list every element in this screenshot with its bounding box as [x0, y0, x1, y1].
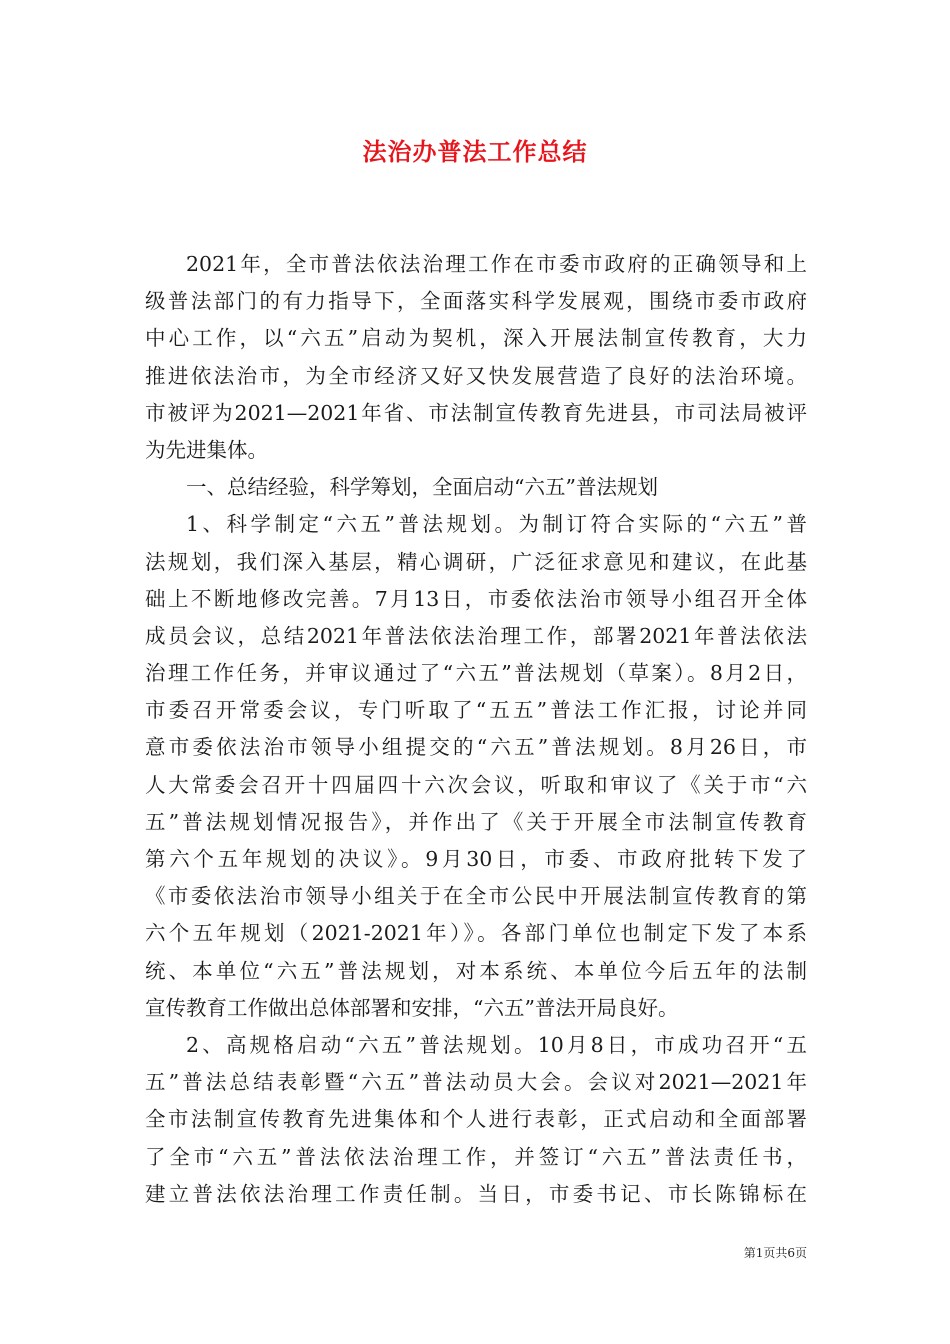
text-line: 推进依法治市，为全市经济又好又快发展营造了良好的法治环境。 — [145, 363, 807, 388]
text-line: 宣传教育工作做出总体部署和安排，“六五”普法开局良好。 — [145, 995, 679, 1020]
text-line: 统、本单位“六五”普法规划，对本系统、本单位今后五年的法制 — [145, 958, 807, 983]
text-line: 六个五年规划（2021-2021年）》。各部门单位也制定下发了本系 — [145, 921, 807, 946]
text-line: 人大常委会召开十四届四十六次会议，听取和审议了《关于市“六 — [145, 772, 807, 797]
page-number: 第1页共6页 — [743, 1246, 807, 1260]
text-line: 了全市“六五”普法依法治理工作，并签订“六五”普法责任书， — [145, 1144, 807, 1169]
text-line: 市委召开常委会议，专门听取了“五五”普法工作汇报，讨论并同 — [145, 698, 807, 723]
text-line: 五”普法规划情况报告》，并作出了《关于开展全市法制宣传教育 — [145, 809, 807, 834]
text-line: 市被评为2021—2021年省、市法制宣传教育先进县，市司法局被评 — [145, 400, 807, 425]
text-line: 意市委依法治市领导小组提交的“六五”普法规划。8月26日，市 — [145, 735, 807, 760]
text-line: 法规划，我们深入基层，精心调研，广泛征求意见和建议，在此基 — [145, 549, 807, 574]
text-line: 治理工作任务，并审议通过了“六五”普法规划（草案）。8月2日， — [145, 661, 807, 686]
text-line: 全市法制宣传教育先进集体和个人进行表彰，正式启动和全面部署 — [145, 1107, 807, 1132]
text-line: 础上不断地修改完善。7月13日，市委依法治市领导小组召开全体 — [145, 586, 807, 611]
text-line: 级普法部门的有力指导下，全面落实科学发展观，围绕市委市政府 — [145, 289, 807, 314]
text-line: 2021年，全市普法依法治理工作在市委市政府的正确领导和上 — [186, 252, 807, 276]
document-body — [145, 246, 807, 1213]
text-line: 第六个五年规划的决议》。9月30日，市委、市政府批转下发了 — [145, 847, 807, 871]
text-line: 一、总结经验，科学筹划，全面启动“六五”普法规划 — [186, 475, 658, 500]
text-line: 五”普法总结表彰暨“六五”普法动员大会。会议对2021—2021年 — [145, 1070, 807, 1095]
text-line: 为先进集体。 — [145, 437, 268, 462]
text-line: 中心工作，以“六五”启动为契机，深入开展法制宣传教育，大力 — [145, 326, 807, 351]
text-line: 建立普法依法治理工作责任制。当日，市委书记、市长陈锦标在 — [145, 1181, 807, 1206]
text-line: 成员会议，总结2021年普法依法治理工作，部署2021年普法依法 — [145, 623, 807, 648]
text-line: 2、高规格启动“六五”普法规划。10月8日，市成功召开“五 — [186, 1032, 807, 1057]
text-line: 《市委依法治市领导小组关于在全市公民中开展法制宣传教育的第 — [145, 884, 807, 909]
document-title: 法治办普法工作总结 — [362, 137, 588, 166]
text-line: 1、科学制定“六五”普法规划。为制订符合实际的“六五”普 — [186, 512, 807, 537]
